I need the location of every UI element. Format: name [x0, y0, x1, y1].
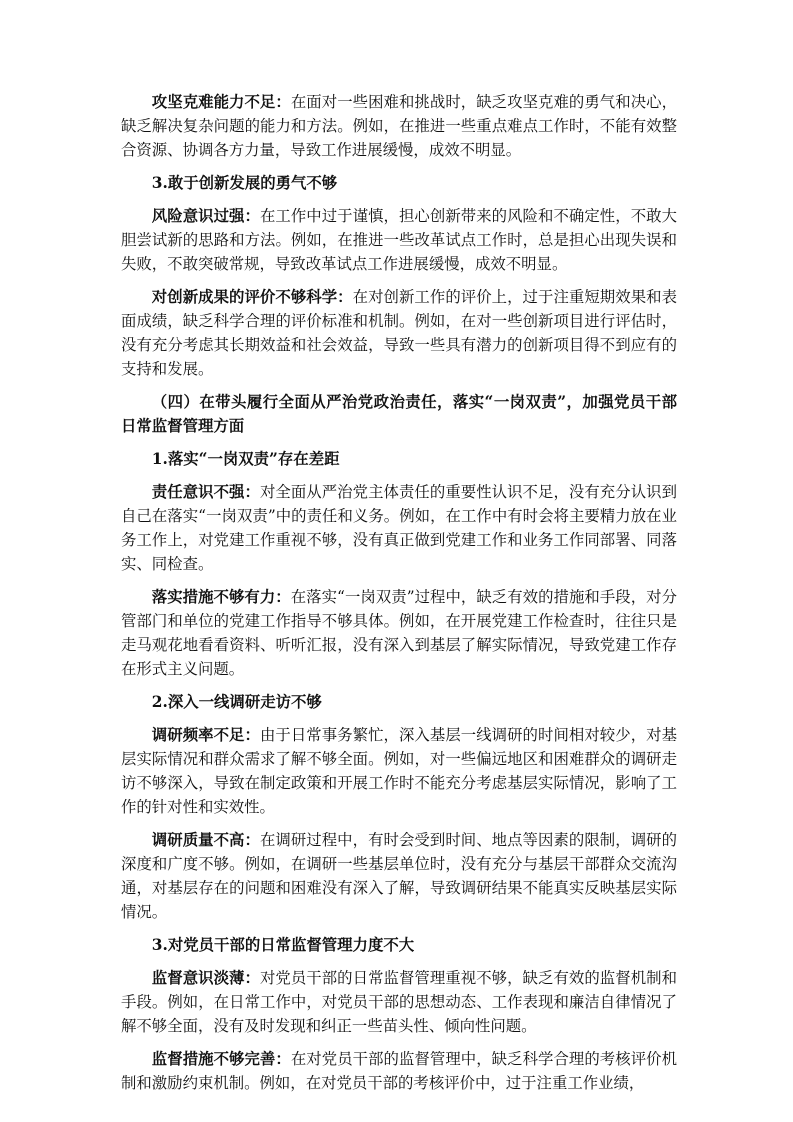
paragraph	[121, 723, 677, 819]
paragraph-lead: 攻坚克难能力不足：	[151, 93, 291, 111]
paragraph-lead: 对创新成果的评价不够科学：	[151, 288, 353, 306]
paragraph-lead: 风险意识过强：	[151, 207, 260, 225]
paragraph	[121, 90, 677, 162]
paragraph-lead: 调研质量不高：	[151, 831, 260, 849]
paragraph	[121, 1047, 677, 1095]
paragraph-text: 在对党员干部的监督管理中，缺乏科学合理的考核评价机制和激励约束机制。例如，在对党员干部的考核评价中，过于注重工作业绩，	[121, 1050, 677, 1092]
paragraph-lead: 责任意识不强：	[151, 483, 260, 501]
paragraph-text: 在调研过程中，有时会受到时间、地点等因素的限制，调研的深度和广度不够。例如，在调研一些基层单位时，没有充分与基层干部群众交流沟通，对基层存在的问题和困难没有深入了解，导致调研结果不能真实反映基层实际情况。	[121, 831, 677, 921]
subsection-heading: 3.敢于创新发展的勇气不够	[151, 174, 338, 192]
subsection-heading: 2.深入一线调研走访不够	[151, 693, 322, 711]
paragraph	[121, 828, 677, 924]
subsection-heading: 3.对党员干部的日常监督管理力度不大	[151, 936, 415, 954]
document-page	[121, 90, 677, 1104]
paragraph-text: 对党员干部的日常监督管理重视不够，缺乏有效的监督机制和手段。例如，在日常工作中，对党员干部的思想动态、工作表现和廉洁自律情况了解不够全面，没有及时发现和纠正一些苗头性、倾向性问题。	[121, 969, 677, 1035]
paragraph	[121, 480, 677, 576]
paragraph	[121, 204, 677, 276]
paragraph-lead: 落实措施不够有力：	[151, 588, 291, 606]
paragraph	[121, 966, 677, 1038]
section-heading: （四）在带头履行全面从严治党政治责任，落实“一岗双责”，加强党员干部日常监督管理方面	[121, 393, 677, 435]
paragraph-lead: 监督意识淡薄：	[151, 969, 260, 987]
paragraph-text: 在面对一些困难和挑战时，缺乏攻坚克难的勇气和决心，缺乏解决复杂问题的能力和方法。例如，在推进一些重点难点工作时，不能有效整合资源、协调各方力量，导致工作进展缓慢，成效不明显。	[121, 93, 677, 159]
subsection-heading: 1.落实“一岗双责”存在差距	[151, 450, 340, 468]
paragraph-text: 在工作中过于谨慎，担心创新带来的风险和不确定性，不敢大胆尝试新的思路和方法。例如，在推进一些改革试点工作时，总是担心出现失误和失败，不敢突破常规，导致改革试点工作进展缓慢，成效不明显。	[121, 207, 677, 273]
paragraph-text: 在对创新工作的评价上，过于注重短期效果和表面成绩，缺乏科学合理的评价标准和机制。例如，在对一些创新项目进行评估时，没有充分考虑其长期效益和社会效益，导致一些具有潜力的创新项目得不到应有的支持和发展。	[121, 288, 677, 378]
paragraph-lead: 监督措施不够完善：	[151, 1050, 291, 1068]
paragraph-text: 在落实“一岗双责”过程中，缺乏有效的措施和手段，对分管部门和单位的党建工作指导不够具体。例如，在开展党建工作检查时，往往只是走马观花地看看资料、听听汇报，没有深入到基层了解实际情况，导致党建工作存在形式主义问题。	[121, 588, 677, 678]
paragraph-text: 对全面从严治党主体责任的重要性认识不足，没有充分认识到自己在落实“一岗双责”中的责任和义务。例如，在工作中有时会将主要精力放在业务工作上，对党建工作重视不够，没有真正做到党建工作和业务工作同部署、同落实、同检查。	[121, 483, 677, 573]
paragraph-lead: 调研频率不足：	[151, 726, 260, 744]
paragraph-text: 由于日常事务繁忙，深入基层一线调研的时间相对较少，对基层实际情况和群众需求了解不够全面。例如，对一些偏远地区和困难群众的调研走访不够深入，导致在制定政策和开展工作时不能充分考虑基层实际情况，影响了工作的针对性和实效性。	[121, 726, 677, 816]
paragraph	[121, 285, 677, 381]
paragraph	[121, 585, 677, 681]
